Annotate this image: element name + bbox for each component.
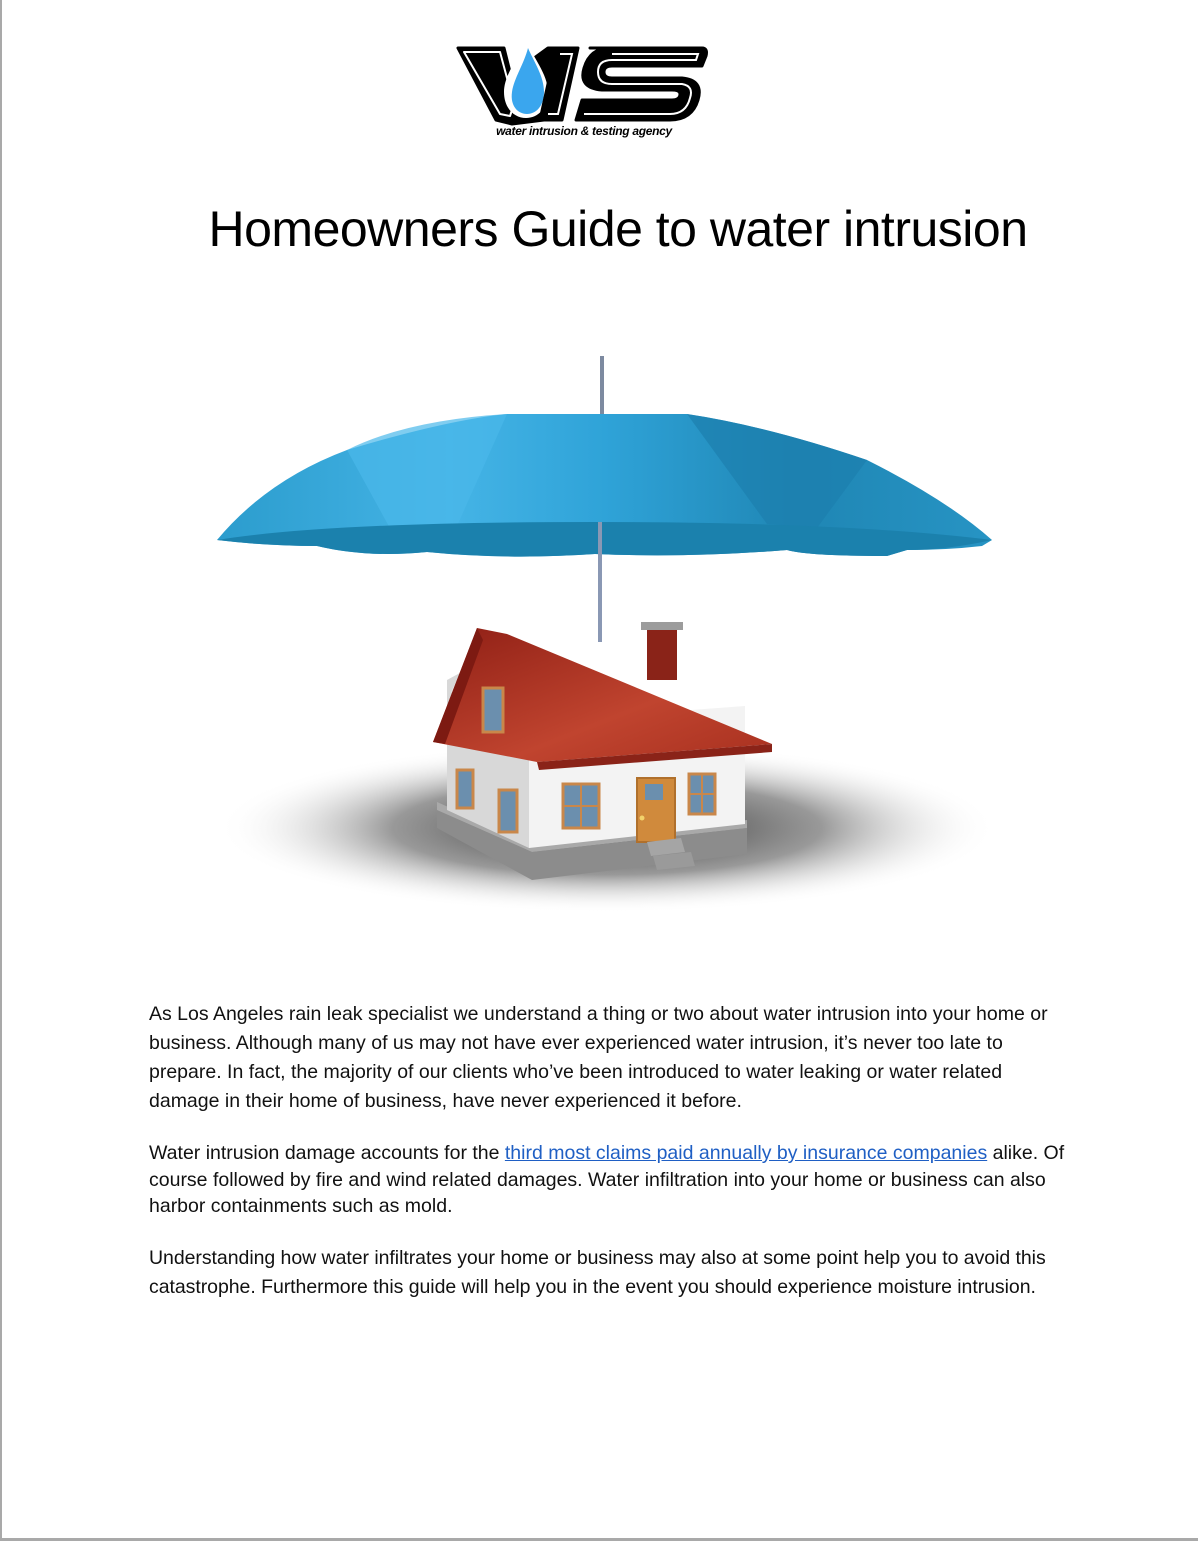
paragraph-claims-after: alike. Of course followed by fire and wind related damages. Water infiltration into your home or business can also harbor containments such as mold. — [149, 1142, 1065, 1217]
insurance-claims-link[interactable]: third most claims paid annually by insurance companies — [504, 1142, 988, 1164]
paragraph-claims-before: Water intrusion damage accounts for the — [149, 1142, 505, 1164]
paragraph-claims — [149, 1140, 1069, 1220]
logo-tagline: water intrusion & testing agency — [496, 124, 672, 138]
body-text — [149, 1000, 1069, 1326]
umbrella-icon — [217, 414, 992, 557]
page-title: Homeowners Guide to water intrusion — [208, 201, 1028, 257]
paragraph-understanding: Understanding how water infiltrates your home or business may also at some point help you to avoid this catastrophe. Furthermore this guide will help you in the event you should experience moisture intrusion. — [149, 1246, 1046, 1298]
paragraph-intro: As Los Angeles rain leak specialist we understand a thing or two about water intrusion into your home or business. Although many of us may not have ever experienced water intrusion, it’s never too late to prepare. In fact, the majority of our clients who’ve been introduced to water leaking or water related damage in their home of business, have never experienced it before. — [149, 1003, 1048, 1112]
umbrella-house-illustration — [207, 350, 997, 920]
house-icon — [433, 622, 772, 880]
